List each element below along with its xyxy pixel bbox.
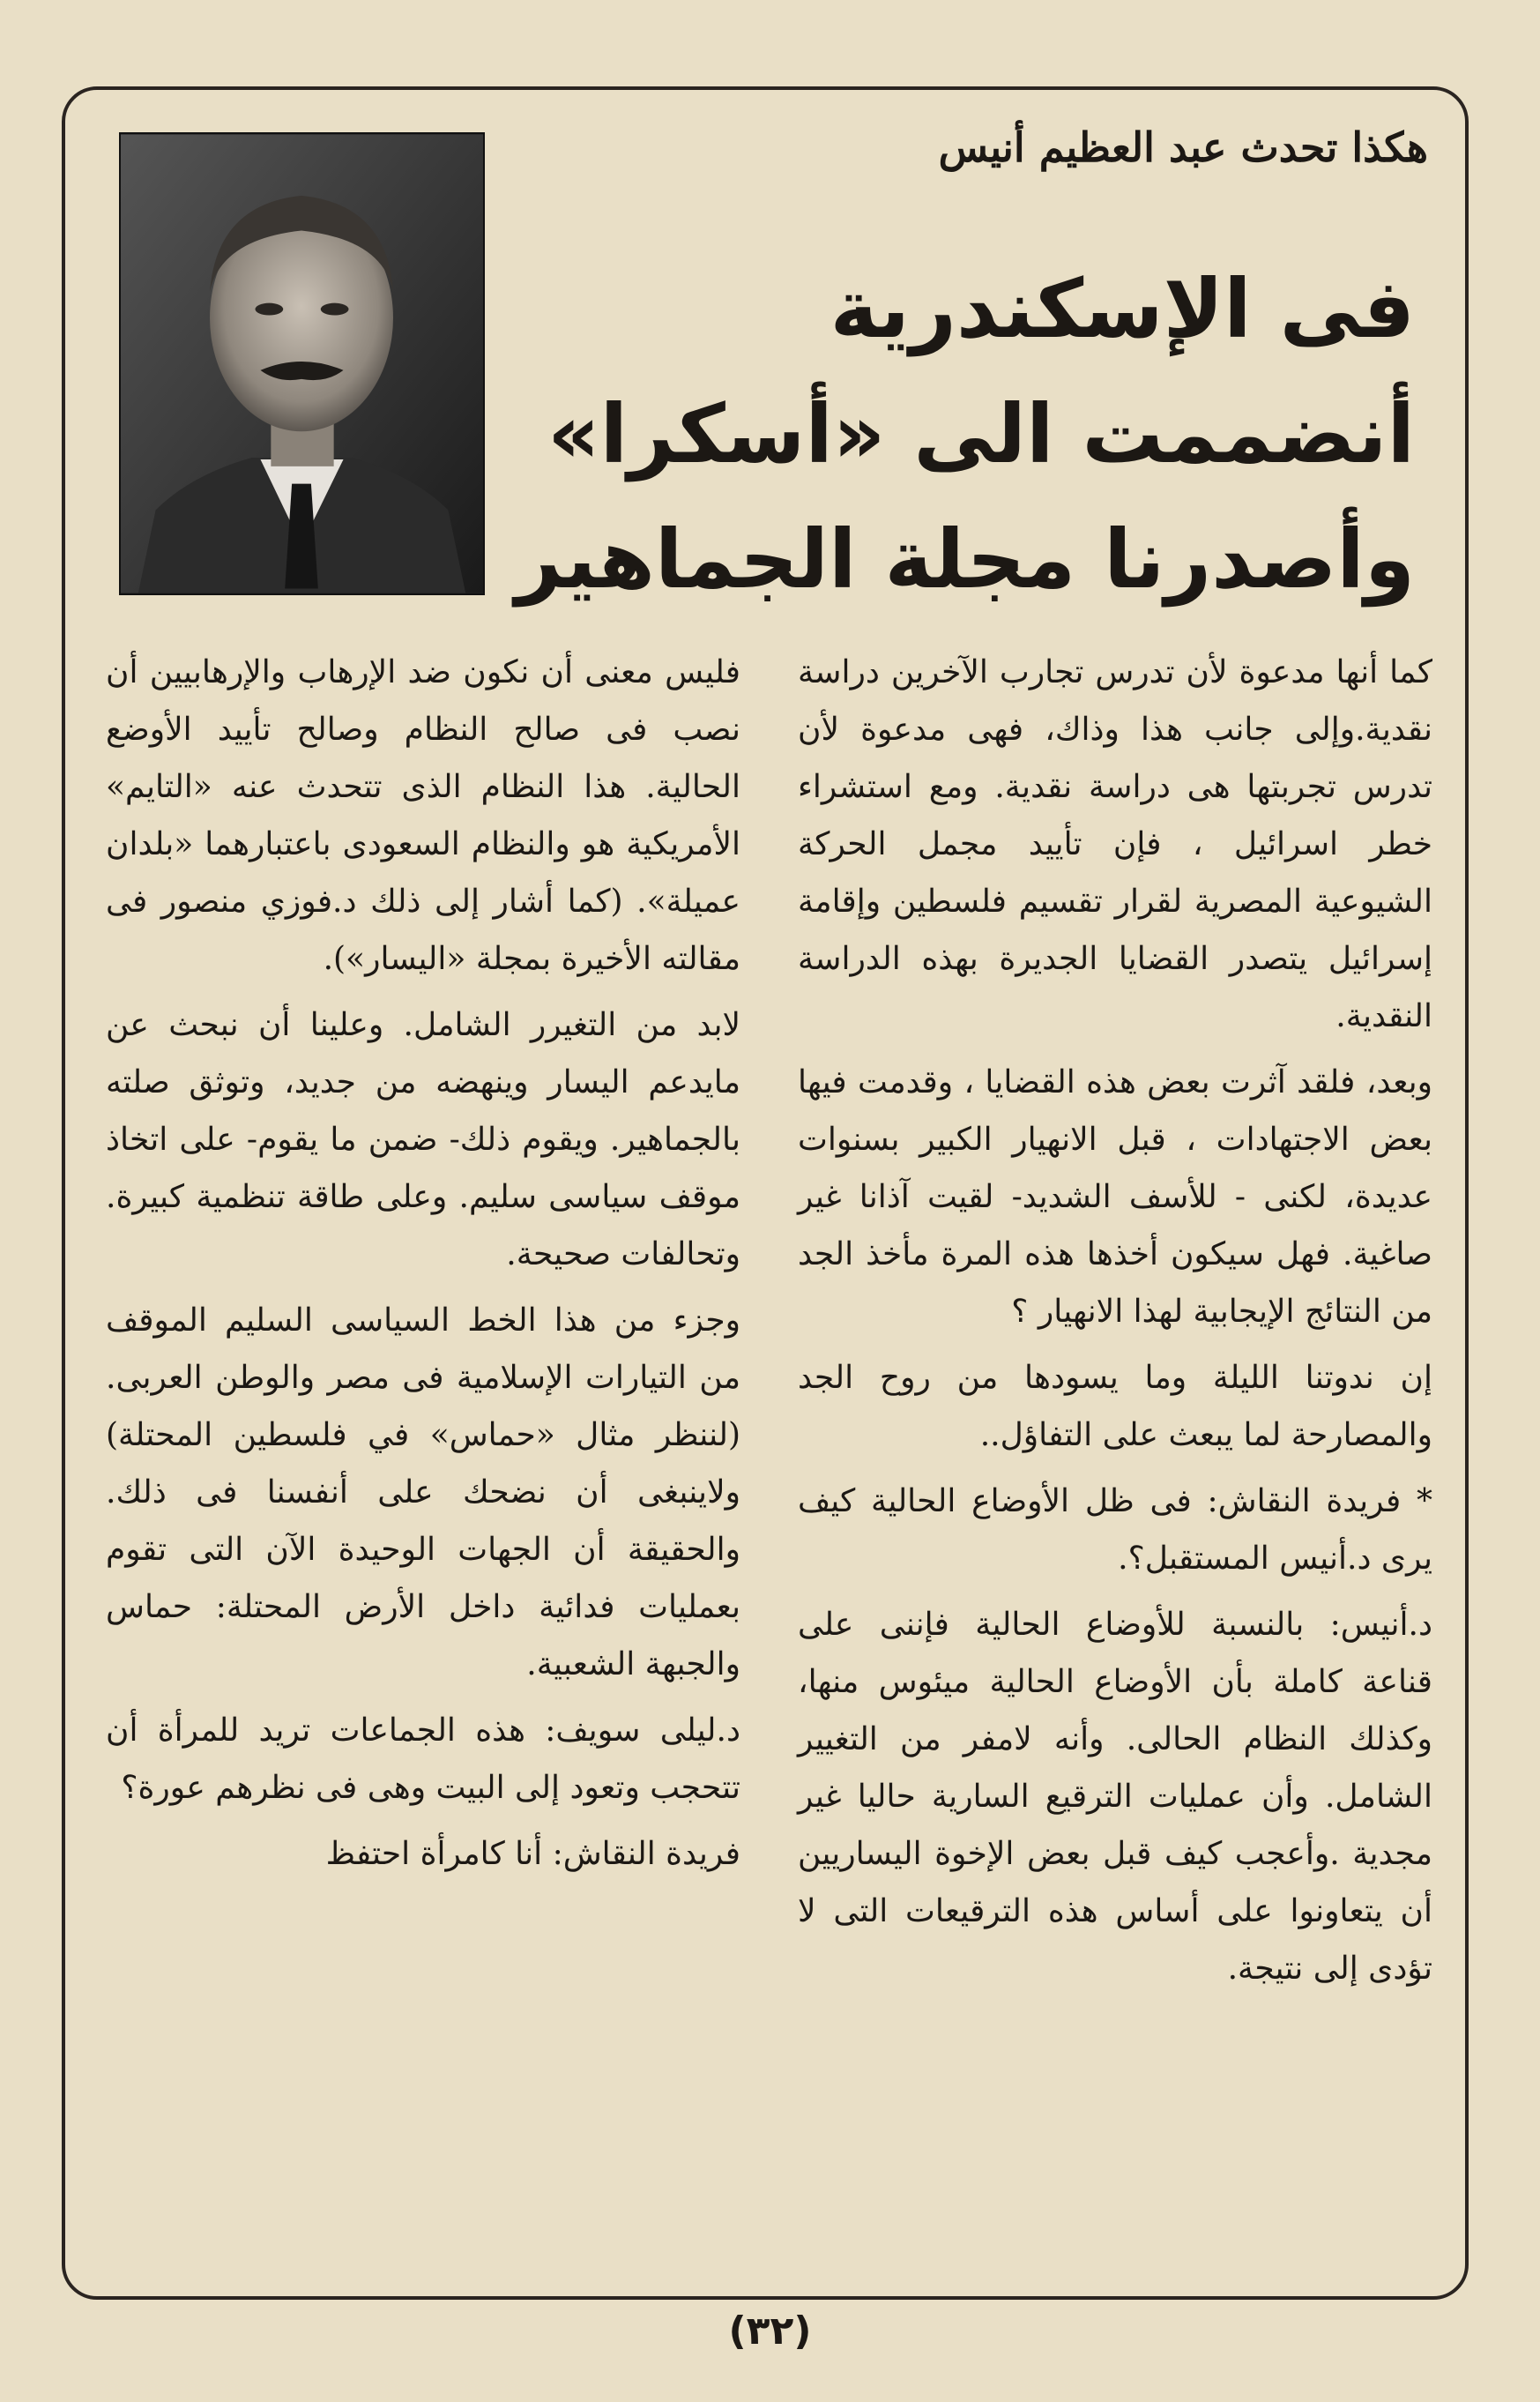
paragraph: لابد من التغيرر الشامل. وعلينا أن نبحث عن مايدعم اليسار وينهضه من جديد، وتوثق صلته بالجماهير. ويقوم ذلك- ضمن ما يقوم- على اتخاذ موقف سياسى سليم. وعلى طاقة تنظمية كبيرة. وتحالفات صحيحة. <box>106 1007 740 1272</box>
paragraph: * فريدة النقاش: فى ظل الأوضاع الحالية كيف يرى د.أنيس المستقبل؟. <box>798 1483 1432 1577</box>
article-headline: فى الإسكندرية أنضممت الى «أسكرا» وأصدرنا مجلة الجماهير <box>515 262 1415 607</box>
paragraph: د.ليلى سويف: هذه الجماعات تريد للمرأة أن تتحجب وتعود إلى البيت وهى فى نظرهم عورة؟ <box>106 1712 740 1806</box>
paragraph: فليس معنى أن نكون ضد الإرهاب والإرهابيين أن نصب فى صالح النظام وصالح تأييد الأوضع الحالية. هذا النظام الذى تتحدث عنه «التايم» الأمريكية هو والنظام السعودى باعتبارهما «بلدان عميلة». (كما أشار إلى ذلك د.فوزي منصور فى مقالته الأخيرة بمجلة «اليسار»). <box>106 654 740 977</box>
article-column-right <box>798 644 1432 2006</box>
paragraph: وبعد، فلقد آثرت بعض هذه القضايا ، وقدمت فيها بعض الاجتهادات ، قبل الانهيار الكبير بسنوات عديدة، لكنى - للأسف الشديد- لقيت آذانا غير صاغية. فهل سيكون أخذها هذه المرة مأخذ الجد من النتائج الإيجابية لهذا الانهيار ؟ <box>798 1064 1432 1330</box>
article-kicker: هكذا تحدث عبد العظيم أنيس <box>938 123 1428 171</box>
article-header <box>106 115 1437 622</box>
paragraph: فريدة النقاش: أنا كامرأة احتفظ <box>325 1836 740 1872</box>
paragraph: د.أنيس: بالنسبة للأوضاع الحالية فإننى على قناعة كاملة بأن الأوضاع الحالية ميئوس منها، وكذلك النظام الحالى. وأنه لامفر من التغيير الشامل. وأن عمليات الترقيع السارية حاليا غير مجدية .وأعجب كيف قبل بعض الإخوة اليساريين أن يتعاونوا على أساس هذه الترقيعات التى لا تؤدى إلى نتيجة. <box>798 1607 1432 1987</box>
paragraph: إن ندوتنا الليلة وما يسودها من روح الجد والمصارحة لما يبعث على التفاؤل.. <box>798 1360 1432 1453</box>
article-column-left <box>106 644 740 1891</box>
page-number: (٣٢) <box>728 2309 812 2354</box>
author-portrait-photo <box>119 132 485 595</box>
paragraph: كما أنها مدعوة لأن تدرس تجارب الآخرين دراسة نقدية.وإلى جانب هذا وذاك، فهى مدعوة لأن تدرس تجربتها هى دراسة نقدية. ومع استشراء خطر اسرائيل ، فإن تأييد مجمل الحركة الشيوعية المصرية لقرار تقسيم فلسطين وإقامة إسرائيل يتصدر القضايا الجديرة بهذه الدراسة النقدية. <box>798 654 1432 1034</box>
paragraph: وجزء من هذا الخط السياسى السليم الموقف من التيارات الإسلامية فى مصر والوطن العربى.(لننظر مثال «حماس» في فلسطين المحتلة) ولاينبغى أن نضحك على أنفسنا فى ذلك. والحقيقة أن الجهات الوحيدة الآن التى تقوم بعمليات فدائية داخل الأرض المحتلة: حماس والجبهة الشعبية. <box>106 1302 740 1682</box>
